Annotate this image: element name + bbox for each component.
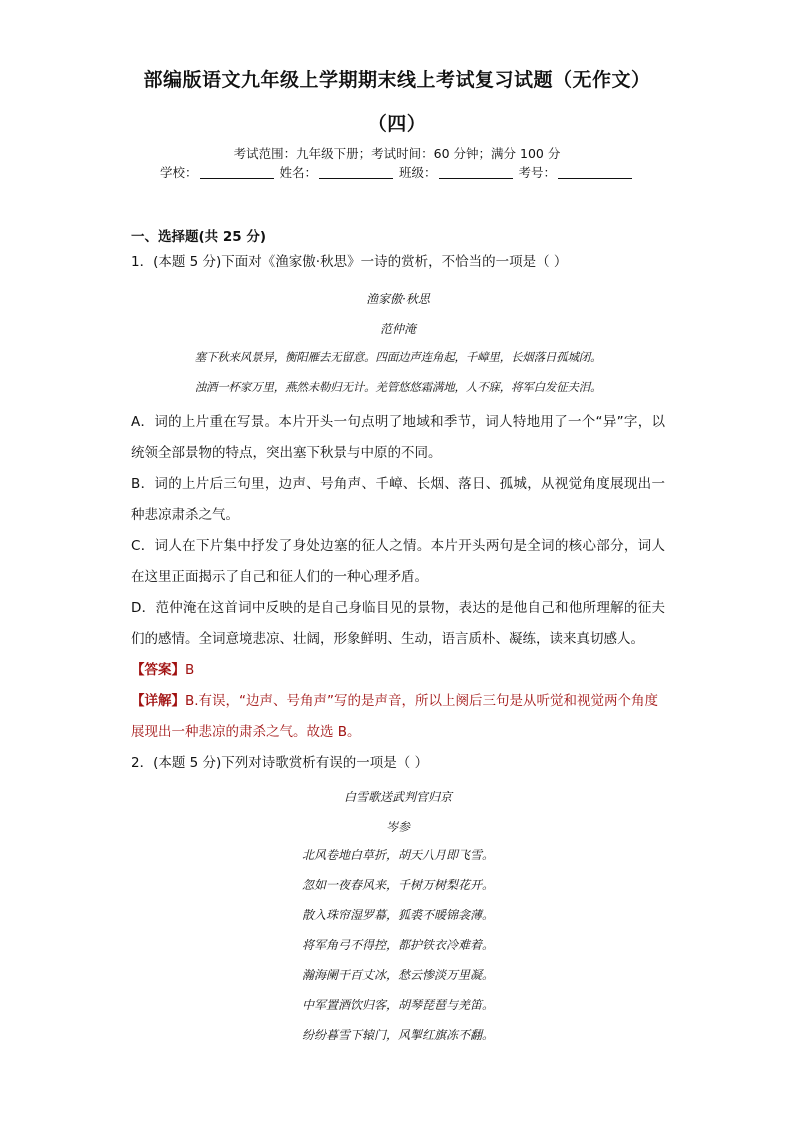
option-b: B．词的上片后三句里，边声、号角声、千嶂、长烟、落日、孤城，从视觉角度展现出一种悲凉肃杀之气。 (131, 476, 665, 523)
class-label: 班级： (398, 165, 437, 180)
name-label: 姓名： (279, 165, 317, 180)
question-2-stem: 2．(本题 5 分)下列对诗歌赏析有误的一项是（ ） (131, 755, 429, 771)
detail-tag: 【详解】 (131, 693, 185, 709)
page-subtitle: （四） (367, 113, 427, 135)
detail-line (131, 686, 665, 748)
poem-1-author: 范仲淹 (379, 322, 416, 336)
number-label: 考号： (518, 165, 556, 180)
question-1-stem: 1．(本题 5 分)下面对《渔家傲·秋思》一诗的赏析，不恰当的一项是（ ） (131, 254, 568, 270)
poem-2-line: 忽如一夜春风来，千树万树梨花开。 (301, 878, 494, 892)
exam-content (131, 226, 665, 1055)
class-blank[interactable] (439, 165, 513, 179)
poem-1-line: 塞下秋来风景异，衡阳雁去无留意。四面边声连角起，千嶂里，长烟落日孤城闭。 (194, 350, 602, 364)
poem-2-line: 中军置酒饮归客，胡琴琵琶与羌笛。 (301, 998, 494, 1012)
student-info-fields (0, 164, 794, 182)
option-d: D．范仲淹在这首词中反映的是自己身临目见的景物，表达的是他自己和他所理解的征夫们的感情。全词意境悲凉、壮阔，形象鲜明、生动，语言质朴、凝练，读来真切感人。 (131, 600, 665, 647)
option-a: A．词的上片重在写景。本片开头一句点明了地域和季节，词人特地用了一个“异”字，以统领全部景物的特点，突出塞下秋景与中原的不同。 (131, 414, 665, 461)
school-blank[interactable] (200, 165, 274, 179)
poem-2-line: 北风卷地白草折，胡天八月即飞雪。 (301, 848, 494, 862)
exam-info: 考试范围：九年级下册；考试时间：60 分钟；满分 100 分 (233, 146, 561, 161)
answer-line (131, 655, 665, 686)
poem-1-title: 渔家傲·秋思 (366, 292, 430, 306)
school-label: 学校： (159, 165, 198, 180)
poem-2-line: 纷纷暮雪下辕门，风掣红旗冻不翻。 (301, 1028, 494, 1042)
poem-2-author: 岑参 (385, 820, 410, 834)
answer-tag: 【答案】 (131, 662, 185, 678)
detail-text: B.有误，“边声、号角声”写的是声音，所以上阕后三句是从听觉和视觉两个角度展现出一种悲凉的肃杀之气。故选 B。 (131, 693, 659, 740)
answer-value: B (185, 662, 195, 678)
poem-2-line: 瀚海阑干百丈冰，愁云惨淡万里凝。 (301, 968, 494, 982)
name-blank[interactable] (319, 165, 393, 179)
poem-1-line: 浊酒一杯家万里，燕然未勒归无计。羌管悠悠霜满地，人不寐，将军白发征夫泪。 (194, 380, 602, 394)
number-blank[interactable] (558, 165, 632, 179)
poem-2-line: 散入珠帘湿罗幕，狐裘不暖锦衾薄。 (301, 908, 494, 922)
option-c: C．词人在下片集中抒发了身处边塞的征人之情。本片开头两句是全词的核心部分，词人在这里正面揭示了自己和征人们的一种心理矛盾。 (131, 538, 665, 585)
section-heading: 一、选择题(共 25 分) (131, 229, 267, 245)
page-title: 部编版语文九年级上学期期末线上考试复习试题（无作文） (143, 69, 651, 91)
poem-2-line: 将军角弓不得控，都护铁衣冷难着。 (301, 938, 494, 952)
poem-2-title: 白雪歌送武判官归京 (343, 790, 452, 804)
